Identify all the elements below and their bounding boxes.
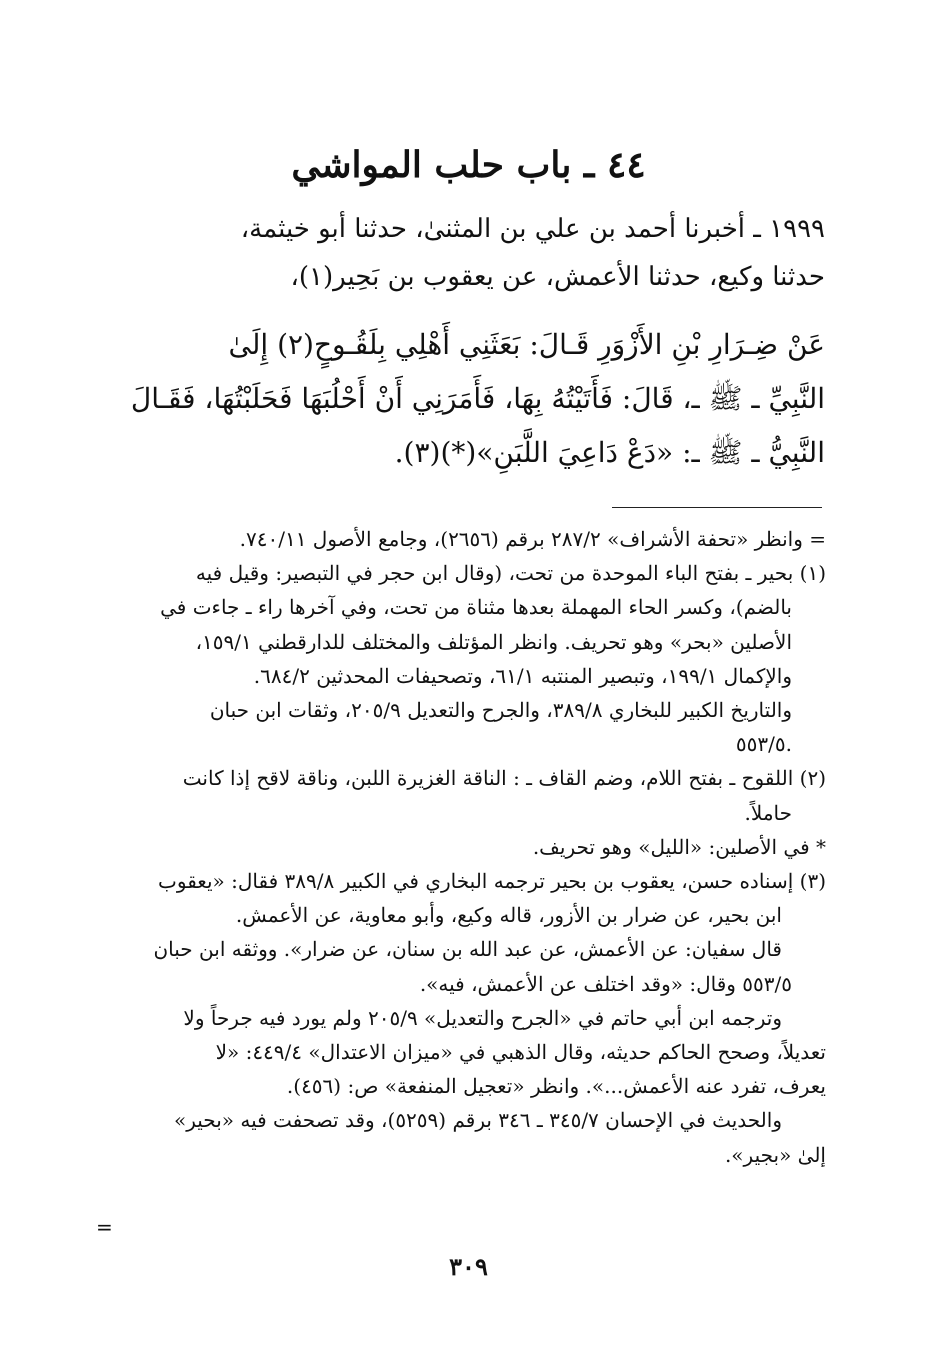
footnote-line: ٥٥٣/٥ وقال: «وقد اختلف عن الأعمش، فيه». bbox=[419, 971, 792, 996]
footnote-line: ابن بحير، عن ضرار بن الأزور، قاله وكيع، وأبو معاوية، عن الأعمش. bbox=[235, 903, 782, 928]
matn-line: عَنْ ضِـرَارِ بْنِ الأَزْوَرِ قَـالَ: بَعَثَنِي أَهْلِي بِلَقُـوحٍ(٢) إِلَىٰ bbox=[228, 328, 825, 361]
footnote-line: قال سفيان: عن الأعمش، عن عبد الله بن سنان، عن ضرار». ووثقه ابن حبان bbox=[153, 937, 782, 962]
footnote-line: ٥٥٣/٥. bbox=[735, 732, 792, 757]
footnote-line: والتاريخ الكبير للبخاري ٣٨٩/٨، والجرح والتعديل ٢٠٥/٩، وثقات ابن حبان bbox=[209, 698, 792, 723]
hadith-isnad bbox=[100, 205, 825, 301]
footnote-line: إلىٰ «بجير». bbox=[724, 1142, 826, 1167]
footnote-line: والإكمال ١٩٩/١، وتبصير المنتبه ٦١/١، وتصحيفات المحدثين ٦٨٤/٢. bbox=[253, 663, 792, 688]
matn-line: النَّبِيُّ ـ ﷺ ـ: «دَعْ دَاعِيَ اللَّبَنِ»(*)(٣). bbox=[394, 436, 825, 469]
footnotes bbox=[108, 522, 826, 1172]
continuation-mark: = bbox=[96, 1215, 113, 1239]
footnote-line: * في الأصلين: «الليل» وهو تحريف. bbox=[532, 834, 826, 859]
isnad-line: ١٩٩٩ ـ أخبرنا أحمد بن علي بن المثنىٰ، حدثنا أبو خيثمة، bbox=[240, 214, 825, 244]
footnote-line: يعرف، تفرد عنه الأعمش...». وانظر «تعجيل المنفعة» ص: (٤٥٦). bbox=[286, 1074, 826, 1099]
footnote-line: بالضم)، وكسر الحاء المهملة بعدها مثناة من تحت، وفي آخرها راء ـ جاءت في bbox=[160, 595, 792, 620]
footnote-line: (١) بحير ـ بفتح الباء الموحدة من تحت، (وقال ابن حجر في التبصير: وقيل فيه bbox=[195, 561, 826, 586]
footnote-line: (٣) إسناده حسن، يعقوب بن بحير ترجمه البخاري في الكبير ٣٨٩/٨ فقال: «يعقوب bbox=[158, 869, 826, 894]
footnote-line: = وانظر «تحفة الأشراف» ٢٨٧/٢ برقم (٢٦٥٦)، وجامع الأصول ٧٤٠/١١. bbox=[239, 527, 826, 551]
footnote-line: تعديلاً، وصحح الحاكم حديثه، وقال الذهبي في «ميزان الاعتدال» ٤٤٩/٤: «لا bbox=[215, 1040, 826, 1065]
footnote-line: والحديث في الإحسان ٣٤٥/٧ ـ ٣٤٦ برقم (٥٢٥٩)، وقد تصحفت فيه «بحير» bbox=[173, 1108, 782, 1133]
footnote-line: (٢) اللقوح ـ بفتح اللام، وضم القاف ـ : الناقة الغزيرة اللبن، وناقة لاقح إذا كانت bbox=[182, 766, 826, 791]
footnote-line: وترجمه ابن أبي حاتم في «الجرح والتعديل» ٢٠٥/٩ ولم يورد فيه جرحاً ولا bbox=[183, 1005, 782, 1030]
footnote-line: الأصلين «بحر» وهو تحريف. وانظر المؤتلف والمختلف للدارقطني ١٥٩/١، bbox=[195, 629, 792, 654]
isnad-line: حدثنا وكيع، حدثنا الأعمش، عن يعقوب بن بَحِير(١)، bbox=[290, 262, 825, 292]
matn-line: النَّبِيِّ ـ ﷺ ـ، قَالَ: فَأَتَيْتُهُ بِهَا، فَأَمَرَنِي أَنْ أَحْلُبَهَا فَحَلَبْتُهَا، فَقَـالَ bbox=[130, 382, 825, 415]
hadith-matn bbox=[100, 318, 825, 480]
footnote-line: حاملاً. bbox=[744, 800, 792, 825]
page-number: ٣٠٩ bbox=[449, 1252, 488, 1281]
chapter-heading: ٤٤ ـ باب حلب المواشي bbox=[291, 144, 646, 186]
footnote-separator bbox=[612, 507, 822, 508]
